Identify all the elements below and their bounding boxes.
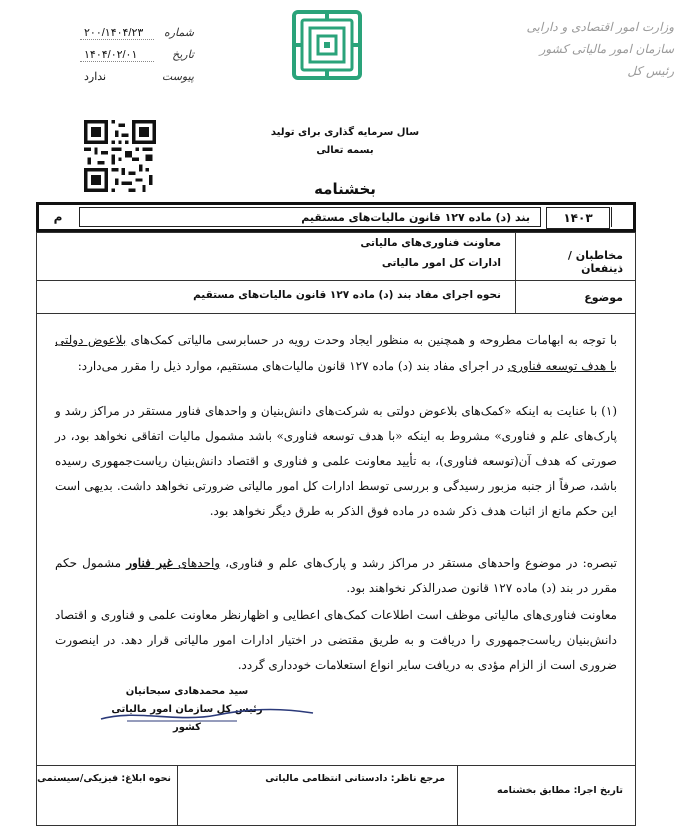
footer-divider xyxy=(37,765,635,766)
note-text-b: مشمول حکم مقرر در بند (د) ماده ۱۲۷ قانون صدرالذکر نخواهند بود. xyxy=(55,556,617,595)
note-underline-text: واحدهای xyxy=(172,556,221,570)
footer-notify: نحوه ابلاغ: فیزیکی/سیستمی xyxy=(37,773,171,784)
paragraph-clause-1: (۱) با عنایت به اینکه «کمک‌های بلاعوض دولتی به شرکت‌های دانش‌بنیان و واحدهای فناور مستقر در مراکز رشد و پارک‌های علم و فناوری» مشروط به اینکه «با هدف توسعه فناوری» باشد مشمول مالیات اتفاقی نخواهد بود، در صورتی که هدف آن(توسعه فناوری)، به تأیید معاونت علمی و فناوری و اقتصاد دانش‌بنیان ریاست‌جمهوری رسیده باشد، صرفاً از جنبه مزبور رسیدگی و بررسی توسط ادارات کل امور مالیاتی ضرورتی نخواهد داشت. بدیهی است این حکم مانع از اثبات هدف ذکر شده در ماده فوق الذکر به طرق دیگر نخواهد بود. xyxy=(55,404,617,518)
ministry-line-1: وزارت امور اقتصادی و دارایی xyxy=(526,20,674,34)
slogan-block xyxy=(270,124,420,160)
subject-value: نحوه اجرای مفاد بند (د) ماده ۱۲۷ قانون مالیات‌های مستقیم xyxy=(193,289,501,301)
label-column-divider xyxy=(515,233,516,313)
intro-underline-1: بلاعوض دولتی xyxy=(55,333,127,347)
subject-label: موضوع xyxy=(584,291,623,304)
reference-subject: بند (د) ماده ۱۲۷ قانون مالیات‌های مستقیم xyxy=(79,207,541,227)
attachment-row xyxy=(74,70,194,92)
attachment-label: پیوست xyxy=(161,70,194,83)
year-slogan: سال سرمایه گذاری برای تولید xyxy=(270,127,420,138)
bismillah: بسمه تعالی xyxy=(316,145,374,156)
circular-body-frame xyxy=(36,232,636,826)
intro-text-c: در اجرای مفاد بند (د) ماده ۱۲۷ قانون مالیات‌های مستقیم، موارد ذیل را مقرر می‌دارد: xyxy=(77,359,508,373)
footer-col-divider-2 xyxy=(177,765,178,825)
note-underline xyxy=(126,556,220,570)
intro-text-a: با توجه به ابهامات مطروحه و همچنین به منظور ایجاد وحدت رویه در حسابرسی مالیاتی کمک‌های xyxy=(126,333,617,347)
number-row xyxy=(74,26,194,48)
note-bold-text: غیر فناور xyxy=(126,556,173,570)
tax-organization-logo-icon xyxy=(292,10,362,80)
footer-exec-date: تاریخ اجرا: مطابق بخشنامه xyxy=(496,785,623,796)
date-value: ۱۴۰۴/۰۲/۰۱ xyxy=(80,48,154,62)
row-divider-2 xyxy=(37,313,635,314)
reference-year: ۱۴۰۳ xyxy=(546,207,610,229)
reference-code: م xyxy=(53,210,63,224)
footer-reference: مرجع ناظر: دادستانی انتظامی مالیاتی xyxy=(265,773,445,784)
signatory-title: رئیس کل سازمان امور مالیاتی کشور xyxy=(111,704,263,733)
number-value: ۲۰۰/۱۴۰۴/۲۳ xyxy=(80,26,154,40)
addressee-line-1: معاونت فناوری‌های مالیاتی xyxy=(360,237,501,249)
attachment-value: ندارد xyxy=(84,71,107,83)
document-type-title: بخشنامه xyxy=(314,180,376,198)
signatory-name: سید محمدهادی سبحانیان xyxy=(125,686,249,697)
number-label: شماره xyxy=(163,26,194,39)
note-text-a: تبصره: در موضوع واحدهای مستقر در مراکز رشد و پارک‌های علم و فناوری، xyxy=(220,556,617,570)
date-row xyxy=(74,48,194,70)
qr-code-icon xyxy=(84,120,156,192)
row-divider-1 xyxy=(37,280,635,281)
footer-col-divider-1 xyxy=(457,765,458,825)
document-meta xyxy=(74,26,194,92)
paragraph-note xyxy=(55,551,617,601)
paragraph-intro xyxy=(55,327,617,379)
ministry-line-3: رئیس کل xyxy=(627,64,674,78)
signature-stroke-icon xyxy=(97,703,317,725)
intro-underline-2: با هدف توسعه فناوری xyxy=(507,359,617,373)
ministry-heading xyxy=(524,16,674,82)
ministry-line-2: سازمان امور مالیاتی کشور xyxy=(539,42,674,56)
paragraph-instruction: معاونت فناوری‌های مالیاتی موظف است اطلاعات کمک‌های اعطایی و اظهارنظر معاونت علمی و فناوری و اقتصاد دانش‌بنیان ریاست‌جمهوری را دریافت و به طریق مقتضی در اختیار ادارات امور مالیاتی قرار دهد. در اینصورت ضروری است از الزام مؤدی به دریافت سایر انواع استعلامات خودداری گردد. xyxy=(55,608,617,672)
addressee-line-2: ادارات کل امور مالیاتی xyxy=(381,257,501,269)
reference-divider xyxy=(611,207,612,227)
addressee-label: مخاطبان / ذینفعان xyxy=(567,249,623,275)
date-label: تاریخ xyxy=(172,48,194,61)
reference-box xyxy=(36,202,636,232)
